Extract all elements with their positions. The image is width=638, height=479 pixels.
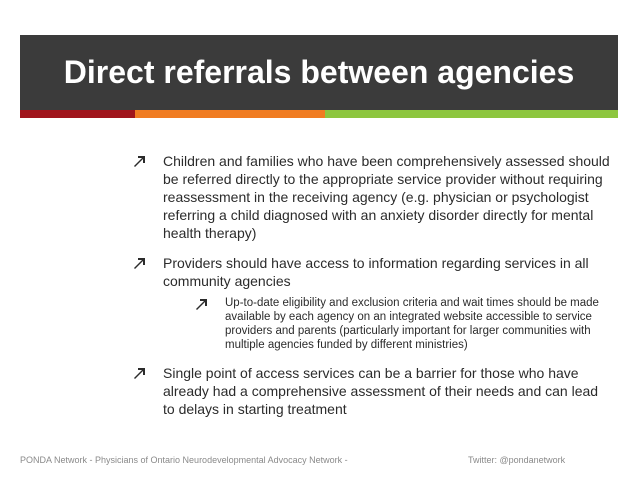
footer-network: PONDA Network - Physicians of Ontario Neurodevelopmental Advocacy Network - [20,455,348,465]
bullet-item [133,364,613,418]
bullet-text: Single point of access services can be a barrier for those who have already had a comprehensive assessment of their needs and can lead to delays in starting treatment [163,365,599,417]
bullet-item [133,152,613,242]
bullet-text: Children and families who have been comprehensively assessed should be referred directly to the appropriate service provider without requiring reassessment in the receiving agency (e.g. physician or psychologist referring a child diagnosed with an anxiety disorder directly for mental health therapy) [163,153,610,241]
sub-bullet-item [195,296,613,352]
footer-twitter: Twitter: @pondanetwork [468,455,566,465]
slide-title: Direct referrals between agencies [63,54,575,90]
bullet-list [133,152,613,430]
sub-bullet-text: Up-to-date eligibility and exclusion criteria and wait times should be made available by each agency on an integrated website accessible to service providers and parents (particularly important for larger communities with multiple agencies funded by different ministries) [225,297,599,351]
arrow-icon [133,256,147,270]
accent-bar-orange [135,110,325,118]
arrow-icon [133,366,147,380]
bullet-item [133,254,613,352]
title-bar [20,35,618,110]
arrow-icon [133,154,147,168]
accent-bar-green [325,110,618,118]
accent-bar-red [20,110,135,118]
bullet-text: Providers should have access to information regarding services in all community agencies [163,255,589,289]
arrow-icon [195,297,209,311]
